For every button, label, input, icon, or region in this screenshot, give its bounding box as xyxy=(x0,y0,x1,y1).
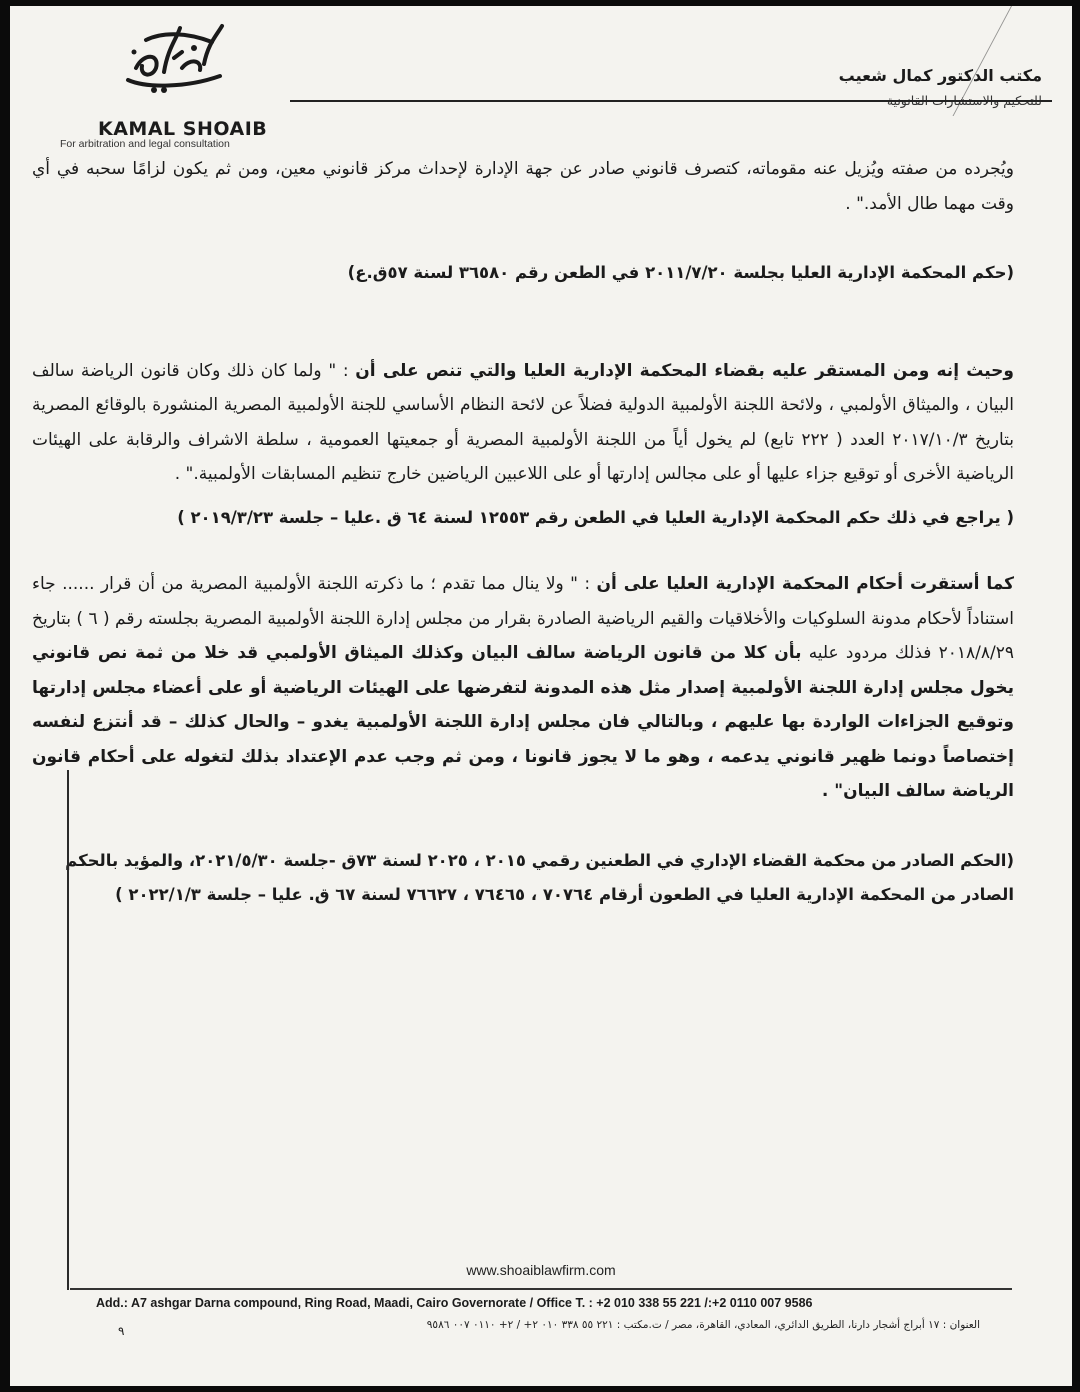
header-divider xyxy=(290,100,1052,102)
office-name: مكتب الدكتور كمال شعيب xyxy=(838,66,1042,85)
paragraph-3 xyxy=(32,567,1014,809)
citation-3: (الحكم الصادر من محكمة القضاء الإداري في الطعنين رقمي ٢٠١٥ ، ٢٠٢٥ لسنة ٧٣ق -جلسة ٢٠٢١/٥/٣٠، والمؤيد بالحكم الصادر من المحكمة الإدارية العليا في الطعون أرقام ٧٠٧٦٤ ، ٧٦٤٦٥ ، ٧٦٦٢٧ لسنة ٦٧ ق. عليا – جلسة ٢٠٢٢/١/٣ ) xyxy=(65,850,1014,904)
paragraph-2-lead: وحيث إنه ومن المستقر عليه بقضاء المحكمة الإدارية العليا والتي تنص على أن xyxy=(355,360,1014,381)
address-arabic: العنوان : ١٧ أبراج أشجار دارنا، الطريق الدائري، المعادي، القاهرة، مصر / ت.مكتب : ٢٢١ ٥٥ ٣٣٨ ٠١٠ ٢+ / ٢+ ٠١١٠ ٠٠٧ ٩٥٨٦ xyxy=(426,1319,980,1331)
office-subtitle: للتحكيم والاستشارات القانونية xyxy=(886,93,1042,108)
firm-logo xyxy=(38,14,298,150)
paragraph-3-lead: كما أستقرت أحكام المحكمة الإدارية العليا على أن xyxy=(596,574,1014,594)
address-english: Add.: A7 ashgar Darna compound, Ring Road, Maadi, Cairo Governorate / Office T. : +2 010 338 55 221 /:+2 0110 007 9586 xyxy=(96,1296,813,1310)
paragraph-1: ويُجرده من صفته ويُزيل عنه مقوماته، كتصرف قانوني صادر عن جهة الإدارة لإحداث مركز قانوني معين، ومن ثم يكون لزامًا سحبه في أي وقت مهما طال الأمد." . xyxy=(32,159,1014,214)
page-number: ٩ xyxy=(118,1324,125,1338)
paragraph-2 xyxy=(32,354,1014,492)
logo-tagline: For arbitration and legal consultation xyxy=(60,138,230,150)
citation-2: ( يراجع في ذلك حكم المحكمة الإدارية العليا في الطعن رقم ١٢٥٥٣ لسنة ٦٤ ق .عليا – جلسة ٢٠١٩/٣/٢٣ ) xyxy=(177,507,1014,527)
paragraph-3-body: : " ولا ينال مما تقدم ؛ ما ذكرته اللجنة الأولمبية المصرية من أن قرار ...... جاء استناداً لأحكام مدونة السلوكيات والأخلاقيات والقيم الرياضية الصادرة بقرار من مجلس إدارة اللجنة الأولمبية المصرية بجلسته رقم ( ٦ ) بتاريخ ٢٠١٨/٨/٢٩ فذلك مردود عليه xyxy=(32,574,1014,663)
calligraphy-logo-icon xyxy=(116,18,236,98)
logo-text: KAMAL SHOAIB xyxy=(98,118,268,140)
document-body xyxy=(32,152,1014,913)
document-page xyxy=(10,6,1072,1386)
website-url[interactable]: www.shoaiblawfirm.com xyxy=(466,1262,616,1278)
paragraph-3-bold: بأن كلا من قانون الرياضة سالف البيان وكذلك الميثاق الأولمبي قد خلا من ثمة نص قانوني يخول مجلس إدارة اللجنة الأولمبية إصدار مثل هذه المدونة لتفرضها على الهيئات الرياضية أو على أعضاء مجلس إدارتها وتوقيع الجزاءات الواردة بها عليهم ، وبالتالي فان مجلس إدارة اللجنة الأولمبية يغدو – والحال كذلك – قد أنتزع لنفسه إختصاصاً دونما ظهير قانوني يدعمه ، وهو ما لا يجوز قانونا ، ومن ثم وجب عدم الإعتداد بذلك لتغوله على أحكام قانون الرياضة سالف البيان" . xyxy=(32,643,1014,801)
footer-divider xyxy=(70,1288,1012,1290)
paragraph-2-body: : " ولما كان ذلك وكان قانون الرياضة سالف البيان ، والميثاق الأولمبي ، ولائحة اللجنة الأولمبية الدولية فضلاً عن لائحة النظام الأساسي للجنة الأولمبية المصرية المنشورة بالوقائع المصرية بتاريخ ٢٠١٧/١٠/٣ العدد ( ٢٢٢ تابع) لم يخول أياً من اللجنة الأولمبية المصرية أو جمعيتها العمومية ، سلطة الاشراف والرقابة على الهيئات الرياضية الأخرى أو توقيع جزاء عليها أو على مجالس إدارتها أو على اللاعبين الرياضين خارج تنظيم المسابقات الأولمبية." . xyxy=(32,360,1015,484)
margin-line xyxy=(67,770,69,1290)
citation-1: (حكم المحكمة الإدارية العليا بجلسة ٢٠١١/٧/٢٠ في الطعن رقم ٣٦٥٨٠ لسنة ٥٧ق.ع) xyxy=(347,263,1014,282)
